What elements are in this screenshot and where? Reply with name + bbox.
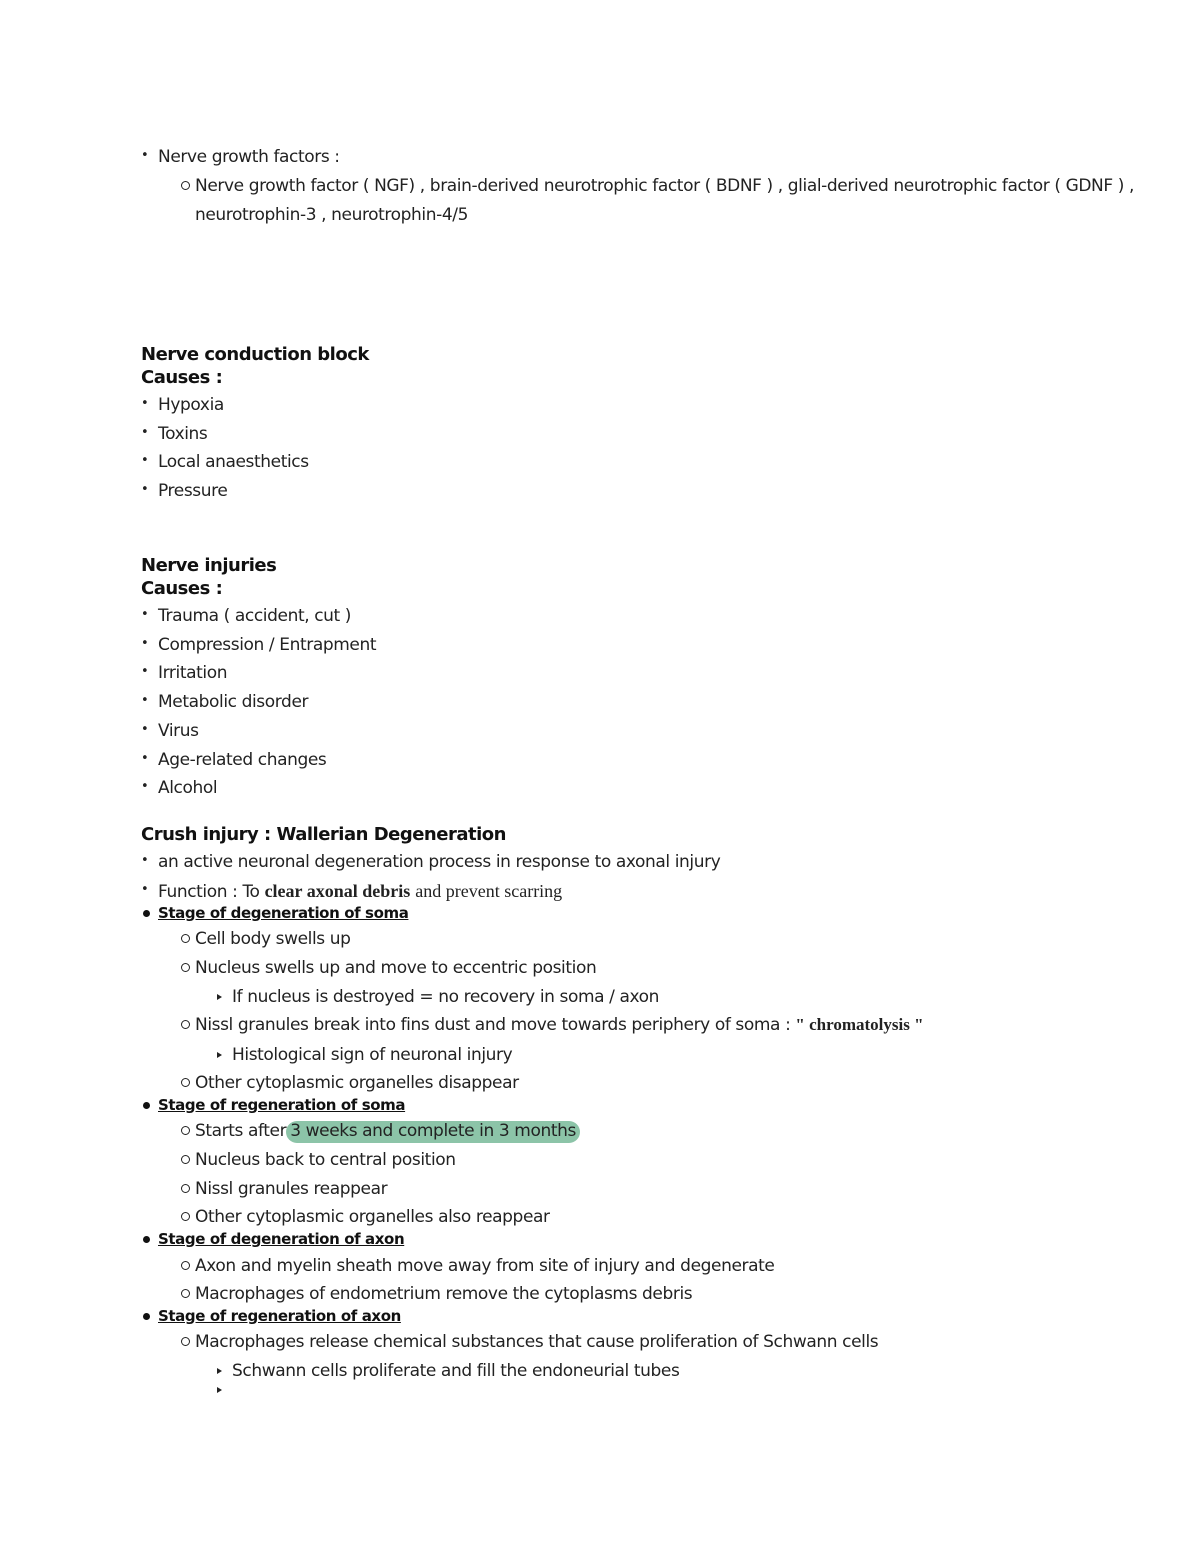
circle-bullet xyxy=(181,963,190,972)
bullet-dot: • xyxy=(141,148,149,163)
bullet-dot: • xyxy=(141,853,149,868)
bullet-dot: • xyxy=(141,779,149,794)
conduction-cause: Hypoxia xyxy=(158,395,224,415)
degen-soma-item: Other cytoplasmic organelles disappear xyxy=(195,1073,519,1093)
circle-bullet xyxy=(181,934,190,943)
bullet-dot: • xyxy=(141,607,149,622)
crush-bullet-1: an active neuronal degeneration process in response to axonal injury xyxy=(158,852,721,872)
stage-degeneration-axon-title: Stage of degeneration of axon xyxy=(158,1230,405,1248)
injury-cause: Virus xyxy=(158,721,199,741)
bullet-dot: • xyxy=(141,425,149,440)
ngf-bullet: Nerve growth factors : xyxy=(158,147,340,167)
injury-cause: Age-related changes xyxy=(158,750,327,770)
circle-bullet xyxy=(181,1078,190,1087)
injury-cause: Trauma ( accident, cut ) xyxy=(158,606,352,626)
ngf-sub-line-2: neurotrophin-3 , neurotrophin-4/5 xyxy=(195,205,468,225)
bullet-dot: • xyxy=(141,453,149,468)
regen-soma-item xyxy=(195,1120,580,1142)
bullet-dot: • xyxy=(141,664,149,679)
circle-bullet xyxy=(181,181,190,190)
bullet-dot: • xyxy=(141,482,149,497)
regen-axon-subitem: Schwann cells proliferate and fill the endoneurial tubes xyxy=(232,1361,680,1381)
injury-cause: Metabolic disorder xyxy=(158,692,309,712)
circle-bullet xyxy=(181,1126,190,1135)
ngf-sub-line-1: Nerve growth factor ( NGF) , brain-derived neurotrophic factor ( BDNF ) , glial-derived neurotrophic factor ( GDNF ) , xyxy=(195,176,1134,196)
conduction-cause: Local anaesthetics xyxy=(158,452,309,472)
solid-bullet xyxy=(143,1313,150,1320)
triangle-bullet xyxy=(217,1368,222,1374)
injury-cause: Irritation xyxy=(158,663,228,683)
crush-injury-title: Crush injury : Wallerian Degeneration xyxy=(141,824,506,845)
conduction-cause: Toxins xyxy=(158,424,208,444)
bullet-dot: • xyxy=(141,693,149,708)
solid-bullet xyxy=(143,910,150,917)
solid-bullet xyxy=(143,1102,150,1109)
nissl-prefix: Nissl granules break into fins dust and move towards periphery of soma : xyxy=(195,1015,791,1035)
triangle-bullet xyxy=(217,994,222,1000)
triangle-bullet xyxy=(217,1052,222,1058)
degen-axon-item: Axon and myelin sheath move away from site of injury and degenerate xyxy=(195,1256,775,1276)
circle-bullet xyxy=(181,1155,190,1164)
triangle-bullet xyxy=(217,1387,222,1393)
circle-bullet xyxy=(181,1261,190,1270)
function-prefix: Function : To xyxy=(158,882,260,902)
starts-after-prefix: Starts after xyxy=(195,1121,287,1141)
bullet-dot: • xyxy=(141,751,149,766)
circle-bullet xyxy=(181,1289,190,1298)
stage-degeneration-soma-title: Stage of degeneration of soma xyxy=(158,904,409,922)
stage-regeneration-soma-title: Stage of regeneration of soma xyxy=(158,1096,406,1114)
circle-bullet xyxy=(181,1020,190,1029)
degen-axon-item: Macrophages of endometrium remove the cytoplasms debris xyxy=(195,1284,693,1304)
crush-bullet-2 xyxy=(158,880,562,903)
regen-soma-item: Nissl granules reappear xyxy=(195,1179,388,1199)
degen-soma-item: Nucleus swells up and move to eccentric position xyxy=(195,958,597,978)
conduction-block-title: Nerve conduction block xyxy=(141,344,369,365)
bullet-dot: • xyxy=(141,722,149,737)
regen-axon-item: Macrophages release chemical substances that cause proliferation of Schwann cells xyxy=(195,1332,879,1352)
bullet-dot: • xyxy=(141,882,149,897)
circle-bullet xyxy=(181,1184,190,1193)
bullet-dot: • xyxy=(141,636,149,651)
chromatolysis-term: " chromatolysis " xyxy=(795,1015,924,1034)
degen-soma-item xyxy=(195,1014,924,1036)
degen-soma-subitem: If nucleus is destroyed = no recovery in soma / axon xyxy=(232,987,660,1007)
conduction-cause: Pressure xyxy=(158,481,228,501)
nerve-injuries-title: Nerve injuries xyxy=(141,555,277,576)
solid-bullet xyxy=(143,1236,150,1243)
nerve-injuries-causes-label: Causes : xyxy=(141,578,223,599)
circle-bullet xyxy=(181,1212,190,1221)
function-suffix: and prevent scarring xyxy=(415,881,563,901)
degen-soma-item: Cell body swells up xyxy=(195,929,351,949)
regen-soma-item: Other cytoplasmic organelles also reappear xyxy=(195,1207,550,1227)
stage-regeneration-axon-title: Stage of regeneration of axon xyxy=(158,1307,401,1325)
injury-cause: Alcohol xyxy=(158,778,218,798)
injury-cause: Compression / Entrapment xyxy=(158,635,377,655)
circle-bullet xyxy=(181,1337,190,1346)
highlighted-duration: 3 weeks and complete in 3 months xyxy=(286,1121,580,1143)
regen-soma-item: Nucleus back to central position xyxy=(195,1150,456,1170)
degen-soma-subitem: Histological sign of neuronal injury xyxy=(232,1045,513,1065)
function-bold: clear axonal debris xyxy=(264,881,411,901)
conduction-block-causes-label: Causes : xyxy=(141,367,223,388)
bullet-dot: • xyxy=(141,396,149,411)
